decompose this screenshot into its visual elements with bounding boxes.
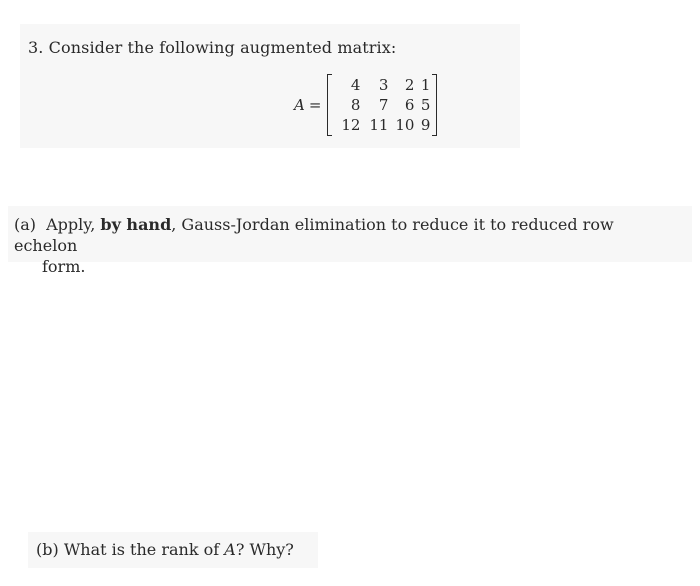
matrix-cell: 4 (350, 76, 361, 94)
matrix-equation (294, 74, 437, 136)
matrix-cell: 7 (378, 96, 389, 114)
matrix-equals: = (308, 96, 322, 114)
part-a-text-before: Apply, (46, 215, 96, 234)
matrix-grid (332, 75, 432, 135)
matrix-cell: 1 (420, 76, 431, 94)
matrix-cell: 5 (420, 96, 431, 114)
matrix-cell: 6 (404, 96, 415, 114)
matrix-cell: 8 (350, 96, 361, 114)
part-b-text-after: ? Why? (235, 540, 294, 559)
part-a-line-1 (14, 214, 674, 256)
question-heading (28, 38, 396, 57)
part-a-line-2: form. (42, 257, 86, 276)
part-b-label: (b) (36, 540, 59, 559)
part-a-prompt (14, 214, 674, 277)
matrix-right-bracket (432, 74, 437, 136)
part-b-var: A (224, 540, 236, 559)
matrix-label (294, 96, 321, 114)
question-text: Consider the following augmented matrix: (48, 38, 397, 57)
matrix-cell: 9 (420, 116, 431, 134)
part-b-prompt (36, 540, 294, 559)
part-a-text-after: , Gauss-Jordan elimination to reduce it to reduced row echelon (14, 215, 614, 255)
matrix-cell: 3 (378, 76, 389, 94)
part-b-text-before: What is the rank of (63, 540, 220, 559)
matrix-cell: 2 (404, 76, 415, 94)
matrix-cell: 12 (341, 116, 361, 134)
matrix-cell: 11 (369, 116, 389, 134)
part-a-label: (a) (14, 215, 37, 234)
matrix-name: A (294, 96, 305, 114)
part-a-bold-text: by hand (100, 215, 172, 234)
matrix-cell: 10 (395, 116, 415, 134)
question-number: 3. (28, 38, 44, 57)
